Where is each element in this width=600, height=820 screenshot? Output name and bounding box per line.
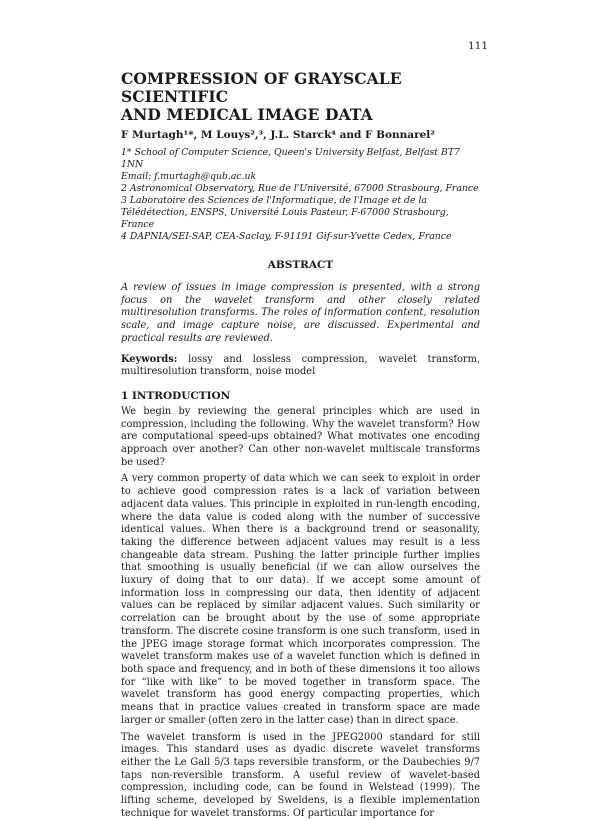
keywords-text: lossy and lossless compression, wavelet transform, multiresolution transform, noise model bbox=[121, 354, 480, 378]
title-line-1: COMPRESSION OF GRAYSCALE SCIENTIFIC bbox=[121, 69, 402, 106]
paragraph-3: The wavelet transform is used in the JPEG2000 standard for still images. This standard uses as dyadic discrete wavelet transforms either the Le Gall 5/3 taps reversible transform, or the Daubechies 9/7 taps non-reversible transform. A useful review of wavelet-based compression, including code, can be found in Welstead (1999). The lifting scheme, developed by Sweldens, is a flexible implementation technique for wavelet transforms. Of particular importance for bbox=[121, 732, 480, 820]
paper-title bbox=[121, 70, 480, 124]
affiliation-2: 2 Astronomical Observatory, Rue de l'Université, 67000 Strasbourg, France bbox=[121, 183, 480, 195]
affiliations bbox=[121, 147, 480, 243]
affiliation-1: 1* School of Computer Science, Queen's University Belfast, Belfast BT7 1NN bbox=[121, 147, 480, 171]
affiliation-4: 4 DAPNIA/SEI-SAP, CEA-Saclay, F-91191 Gif-sur-Yvette Cedex, France bbox=[121, 231, 480, 243]
paragraph-2: A very common property of data which we can seek to exploit in order to achieve good compression rates is a lack of variation between adjacent data values. This principle in exploited in run-length encoding, where the data value is coded along with the number of successive identical values. When there is a background trend or seasonality, taking the difference between adjacent values may result is a less changeable data stream. Pushing the latter principle further implies that smoothing is usually beneficial (if we can allow ourselves the luxury of doing that to our data). If we accept some amount of information loss in compressing our data, then identity of adjacent values can be replaced by similar adjacent values. Such similarity or correlation can be brought about by the use of some appropriate transform. The discrete cosine transform is one such transform, used in the JPEG image storage format which incorporates compression. The wavelet transform makes use of a wavelet function which is defined in both space and frequency, and in both of these dimensions it too allows for “like with like” to be moved together in transform space. The wavelet transform has good energy compacting properties, which means that in practice values created in transform space are made larger or smaller (often zero in the latter case) than in direct space. bbox=[121, 473, 480, 727]
abstract-text: A review of issues in image compression is presented, with a strong focus on the wavelet transform and other closely related multiresolution transforms. The roles of information content, resolution scale, and image capture noise, are discussed. Experimental and practical results are reviewed. bbox=[121, 282, 480, 346]
keywords bbox=[121, 354, 480, 379]
abstract-heading: ABSTRACT bbox=[121, 259, 480, 272]
keywords-label: Keywords: bbox=[121, 354, 177, 365]
affiliation-3: 3 Laboratoire des Sciences de l'Informatique, de l'Image et de la Télédétection, ENSPS, Université Louis Pasteur, F-67000 Strasbourg, France bbox=[121, 195, 480, 231]
page-number: 111 bbox=[468, 40, 488, 52]
section-heading: 1 INTRODUCTION bbox=[121, 390, 480, 403]
author-list: F Murtagh¹*, M Louys²,³, J.L. Starck⁴ and F Bonnarel² bbox=[121, 128, 480, 142]
title-line-2: AND MEDICAL IMAGE DATA bbox=[121, 105, 373, 124]
affiliation-email: Email: f.murtagh@qub.ac.uk bbox=[121, 171, 480, 183]
paragraph-1: We begin by reviewing the general principles which are used in compression, including the following. Why the wavelet transform? How are computational speed-ups obtained? What motivates one encoding approach over another? Can other non-wavelet multiscale transforms be used? bbox=[121, 406, 480, 470]
page-content bbox=[121, 70, 480, 820]
